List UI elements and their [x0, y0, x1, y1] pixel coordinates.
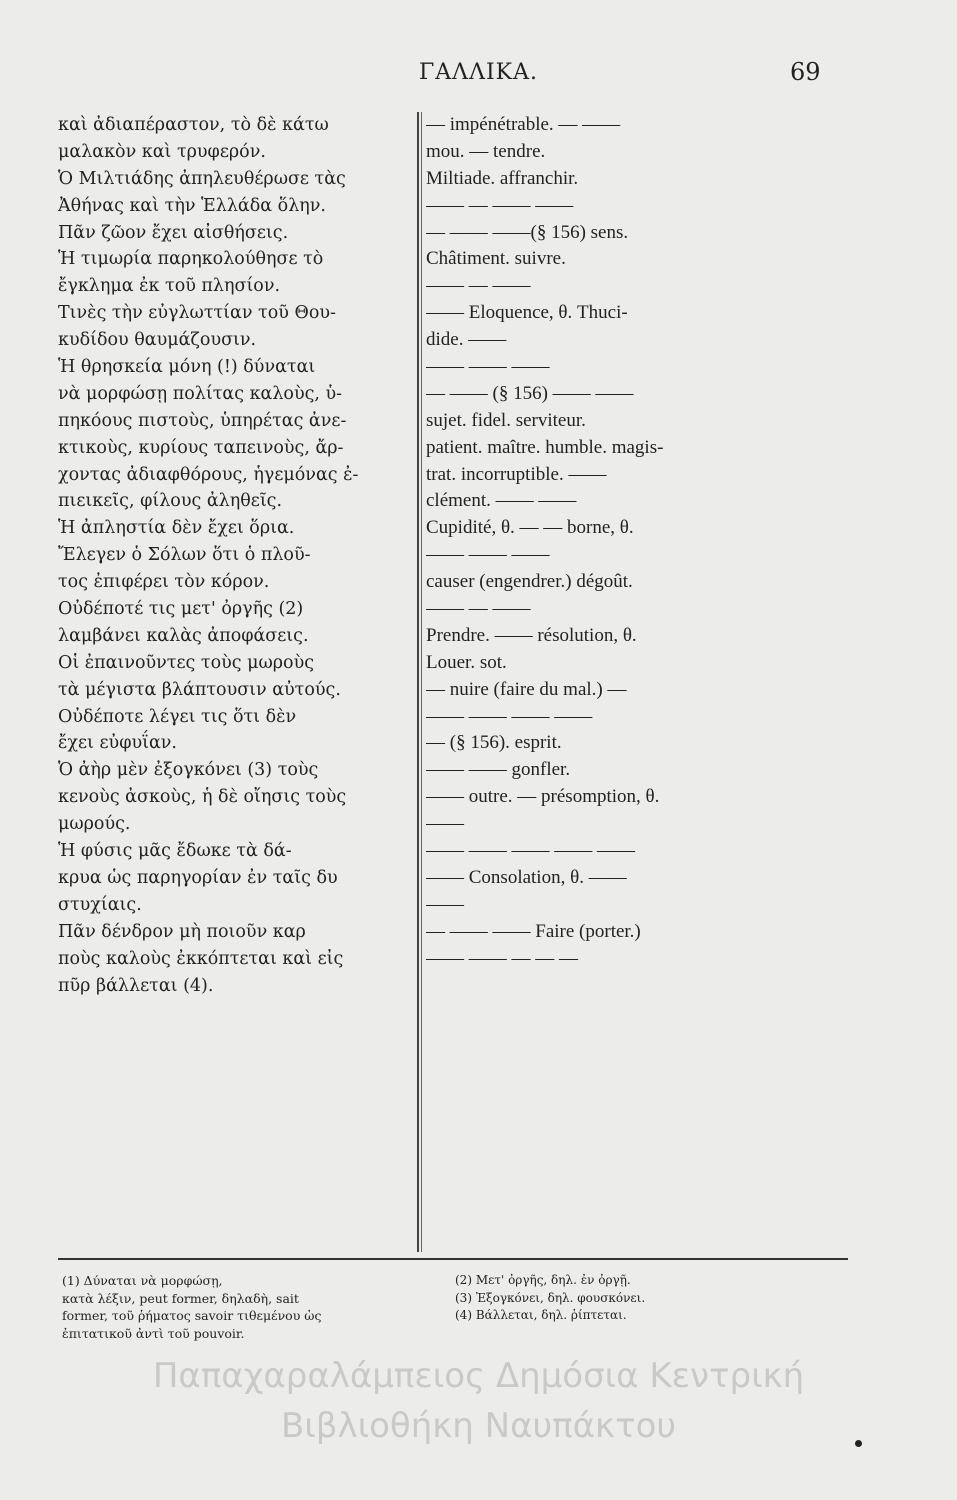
- library-watermark-line2: Βιβλιοθήκη Ναυπάκτου: [280, 1406, 677, 1446]
- french-line: Cupidité, θ. — — borne, θ.: [426, 517, 634, 539]
- french-line: —— —— — — —: [426, 947, 578, 969]
- french-line: —— Consolation, θ. ——: [426, 866, 627, 888]
- french-line: —— — ——: [426, 598, 531, 620]
- french-line: trat. incorruptible. ——: [426, 463, 607, 485]
- greek-line: κτικοὺς, κυρίους ταπεινοὺς, ἄρ-: [58, 437, 344, 458]
- french-line: —— outre. — présomption, θ.: [426, 786, 660, 808]
- greek-line: κυδίδου θαυμάζουσιν.: [58, 330, 257, 351]
- french-line: —— — —— ——: [426, 194, 574, 216]
- footnote: κατὰ λέξιν, peut former, δηλαδὴ, sait: [62, 1290, 299, 1306]
- french-line: Prendre. —— résolution, θ.: [426, 624, 637, 646]
- footnote: (1) Δύναται νὰ μορφώσῃ,: [62, 1273, 223, 1288]
- footnotes-right: [455, 1272, 785, 1325]
- greek-line: ἔγκλημα ἐκ τοῦ πλησίον.: [58, 276, 281, 297]
- greek-line: Ἡ τιμωρία παρηκολούθησε τὸ: [58, 249, 324, 270]
- page-number: 69: [790, 58, 821, 86]
- greek-line: λαμβάνει καλὰς ἀποφάσεις.: [58, 625, 309, 646]
- greek-line: χοντας ἀδιαφθόρους, ἡγεμόνας ἐ-: [58, 464, 359, 485]
- greek-line: Ἡ φύσις μᾶς ἔδωκε τὰ δά-: [58, 841, 292, 862]
- greek-line: τὰ μέγιστα βλάπτουσιν αὐτούς.: [58, 679, 341, 700]
- greek-line: Ἡ ἀπληστία δὲν ἔχει ὅρια.: [58, 518, 295, 539]
- greek-line: κενοὺς ἀσκοὺς, ἡ δὲ οἴησις τοὺς: [58, 787, 347, 808]
- french-line: Miltiade. affranchir.: [426, 167, 579, 189]
- greek-line: καὶ ἀδιαπέραστον, τὸ δὲ κάτω: [58, 115, 329, 135]
- french-line: —— —— ——: [426, 356, 550, 378]
- footnote: (3) Ἐξογκόνει, δηλ. φουσκόνει.: [455, 1290, 646, 1305]
- french-line: ——: [426, 813, 464, 835]
- greek-line: πιεικεῖς, φίλους ἀληθεῖς.: [58, 491, 283, 512]
- column-divider: [417, 112, 419, 1252]
- french-line: patient. maître. humble. magis-: [426, 436, 664, 458]
- greek-line: νὰ μορφώσῃ πολίτας καλοὺς, ὑ-: [58, 383, 343, 404]
- greek-line: ἔχει εὐφυΐαν.: [58, 733, 177, 754]
- french-line: — —— —— Faire (porter.): [426, 920, 641, 942]
- greek-line: Πᾶν ζῶον ἔχει αἰσθήσεις.: [58, 222, 289, 243]
- french-line: — impénétrable. — ——: [426, 114, 621, 135]
- greek-line: Ἡ θρησκεία μόνη (!) δύναται: [58, 357, 316, 378]
- greek-line: Οἱ ἐπαινοῦντες τοὺς μωροὺς: [58, 652, 315, 673]
- french-line: sujet. fidel. serviteur.: [426, 409, 586, 431]
- french-line: —— — ——: [426, 275, 531, 297]
- running-header: ΓΑΛΛΙΚΑ.: [419, 60, 538, 85]
- greek-line: Πᾶν δένδρον μὴ ποιοῦν καρ: [58, 921, 306, 942]
- french-line: mou. — tendre.: [426, 140, 546, 162]
- french-line: —— —— gonfler.: [426, 759, 571, 781]
- greek-line: Οὐδέποτε λέγει τις ὅτι δὲν: [58, 706, 297, 727]
- french-line: —— —— ——: [426, 544, 550, 566]
- french-line: Louer. sot.: [426, 651, 507, 673]
- french-line: ——: [426, 893, 464, 915]
- greek-line: μαλακὸν καὶ τρυφερόν.: [58, 141, 266, 162]
- french-line: clément. —— ——: [426, 490, 577, 512]
- greek-line: Οὐδέποτέ τις μετ' ὀργῆς (2): [58, 599, 304, 620]
- french-line: causer (engendrer.) dégoût.: [426, 571, 633, 593]
- footnote: ἐπιτατικοῦ ἀντὶ τοῦ pouvoir.: [62, 1325, 245, 1341]
- library-watermark-line1: Παπαχαραλάμπειος Δημόσια Κεντρική: [152, 1356, 805, 1396]
- greek-line: Ὁ Μιλτιάδης ἀπηλευθέρωσε τὰς: [58, 168, 346, 189]
- footnote: former, τοῦ ῥήματος savoir τιθεμένου ὡς: [62, 1308, 322, 1323]
- greek-line: κρυα ὡς παρηγορίαν ἐν ταῖς δυ: [58, 867, 338, 888]
- french-line: — —— ——(§ 156) sens.: [426, 221, 629, 243]
- greek-line: στυχίαις.: [58, 894, 142, 915]
- french-line: — —— (§ 156) —— ——: [426, 382, 634, 404]
- footnote: (4) Βάλλεται, δηλ. ῥίπτεται.: [455, 1308, 627, 1322]
- greek-line: Ἔλεγεν ὁ Σόλων ὅτι ὁ πλοῦ-: [58, 545, 311, 566]
- french-line: —— —— —— —— ——: [426, 840, 635, 862]
- column-divider-inner: [421, 112, 422, 1252]
- greek-line: πῦρ βάλλεται (4).: [58, 975, 214, 996]
- french-line: — nuire (faire du mal.) —: [426, 678, 627, 700]
- greek-line: Τινὲς τὴν εὐγλωττίαν τοῦ Θου-: [58, 303, 336, 324]
- french-line: —— Eloquence, θ. Thuci-: [426, 302, 628, 324]
- footnotes-left: [62, 1272, 412, 1342]
- greek-line: μωρούς.: [58, 814, 131, 835]
- french-line: —— —— —— ——: [426, 705, 593, 727]
- french-line: — (§ 156). esprit.: [426, 732, 562, 754]
- footnote-rule: [58, 1258, 848, 1260]
- greek-line: ποὺς καλοὺς ἐκκόπτεται καὶ εἰς: [58, 948, 344, 969]
- french-column: [426, 112, 836, 973]
- french-line: dide. ——: [426, 329, 507, 351]
- greek-line: πηκόους πιστοὺς, ὑπηρέτας ἀνε-: [58, 410, 347, 431]
- greek-line: τος ἐπιφέρει τὸν κόρον.: [58, 572, 270, 593]
- greek-line: Ἀθήνας καὶ τὴν Ἑλλάδα ὅλην.: [58, 195, 326, 216]
- greek-line: Ὁ ἀὴρ μὲν ἐξογκόνει (3) τοὺς: [58, 760, 319, 781]
- footnote: (2) Μετ' ὀργῆς, δηλ. ἐν ὀργῇ.: [455, 1273, 631, 1287]
- ink-dot: [855, 1440, 862, 1447]
- french-line: Châtiment. suivre.: [426, 248, 566, 270]
- greek-column: [58, 112, 413, 999]
